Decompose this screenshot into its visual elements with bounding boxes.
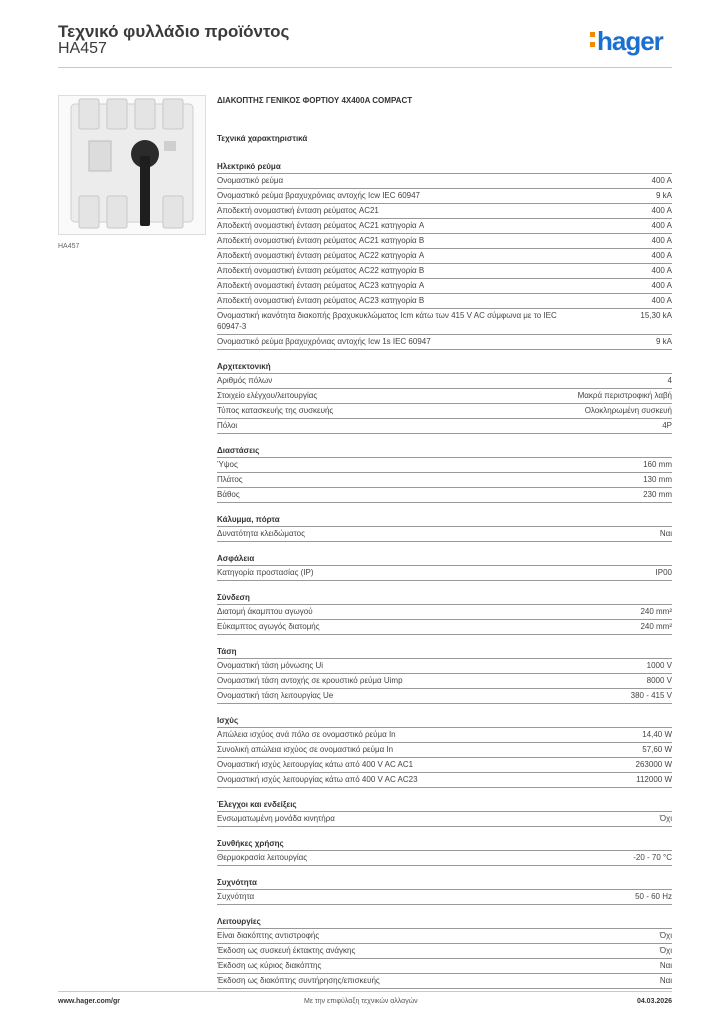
spec-row [217,566,672,581]
section-title: Συνθήκες χρήσης [217,838,672,851]
spec-value: Μακρά περιστροφική λαβή [577,391,672,400]
spec-row [217,404,672,419]
spec-row [217,335,672,350]
spec-row [217,279,672,294]
spec-label: Πόλοι [217,421,238,430]
footer-divider [58,991,672,992]
spec-value: 57,60 W [642,745,672,754]
spec-label: Τύπος κατασκευής της συσκευής [217,406,334,415]
spec-value: 130 mm [643,475,672,484]
spec-label: Βάθος [217,490,240,499]
spec-value: 400 A [651,221,672,230]
spec-sections [217,161,672,989]
spec-row [217,374,672,389]
technical-heading: Τεχνικά χαρακτηριστικά [217,134,308,143]
spec-value: 160 mm [643,460,672,469]
spec-section [217,161,672,350]
spec-label: Κατηγορία προστασίας (IP) [217,568,314,577]
spec-value: IP00 [655,568,672,577]
spec-row [217,234,672,249]
spec-label: Ονομαστική τάση αντοχής σε κρουστικό ρεύμα Uimp [217,676,403,685]
spec-row [217,743,672,758]
spec-value: 400 A [651,281,672,290]
section-title: Συχνότητα [217,877,672,890]
spec-content [217,96,672,989]
spec-section [217,646,672,704]
spec-label: Αποδεκτή ονομαστική ένταση ρεύματος AC21 κατηγορία A [217,221,425,230]
spec-row [217,473,672,488]
section-title: Ηλεκτρικό ρεύμα [217,161,672,174]
spec-label: Ονομαστικό ρεύμα βραχυχρόνιας αντοχής Icw 1s IEC 60947 [217,337,431,346]
spec-value: 240 mm² [640,622,672,631]
spec-value: 230 mm [643,490,672,499]
spec-label: Ονομαστική ισχύς λειτουργίας κάτω από 400 V AC AC1 [217,760,414,769]
spec-row [217,458,672,473]
spec-label: Ονομαστική τάση λειτουργίας Ue [217,691,334,700]
section-title: Διαστάσεις [217,445,672,458]
spec-row [217,527,672,542]
footer-date: 04.03.2026 [636,998,672,1005]
spec-row [217,728,672,743]
spec-label: Εύκαμπτος αγωγός διατομής [217,622,320,631]
spec-row [217,851,672,866]
spec-row [217,773,672,788]
spec-value: 400 A [651,296,672,305]
section-gap [217,542,672,553]
spec-row [217,929,672,944]
spec-value: 400 A [651,206,672,215]
switch-disconnector-photo-icon [59,96,205,234]
spec-value: 4P [662,421,672,430]
spec-row [217,689,672,704]
spec-label: Έκδοση ως συσκευή έκτακτης ανάγκης [217,946,356,955]
spec-label: Είναι διακόπτης αντιστροφής [217,931,320,940]
spec-value: 240 mm² [640,607,672,616]
spec-section [217,838,672,866]
spec-value: 15,30 kA [640,311,672,320]
logo-text: hager [597,26,663,56]
spec-row [217,674,672,689]
spec-value: Ολοκληρωμένη συσκευή [584,406,672,415]
section-title: Τάση [217,646,672,659]
spec-value: 380 - 415 V [630,691,672,700]
section-title: Σύνδεση [217,592,672,605]
spec-row [217,189,672,204]
spec-value: Ναι [659,529,672,538]
section-title: Ισχύς [217,715,672,728]
section-gap [217,503,672,514]
spec-section [217,514,672,542]
spec-label: Ονομαστική ικανότητα διακοπής βραχυκυκλώματος Icm κάτω των 415 V AC σύμφωνα με το IEC 60947-3 [217,311,557,331]
section-title: Λειτουργίες [217,916,672,929]
spec-row [217,309,672,335]
spec-section [217,361,672,434]
spec-row [217,389,672,404]
spec-section [217,592,672,635]
spec-value: 112000 W [636,775,672,784]
spec-value: Όχι [659,931,672,940]
spec-row [217,264,672,279]
section-gap [217,827,672,838]
spec-label: Ονομαστική τάση μόνωσης Ui [217,661,324,670]
spec-value: 1000 V [646,661,672,670]
spec-row [217,419,672,434]
spec-label: Ονομαστικό ρεύμα βραχυχρόνιας αντοχής Icw IEC 60947 [217,191,420,200]
section-title: Ασφάλεια [217,553,672,566]
spec-row [217,974,672,989]
spec-row [217,959,672,974]
spec-section [217,715,672,788]
spec-label: Αποδεκτή ονομαστική ένταση ρεύματος AC22 κατηγορία B [217,266,425,275]
logo-dots-icon [590,32,596,52]
spec-label: Αριθμός πόλων [217,376,273,385]
spec-row [217,488,672,503]
header-title: Τεχνικό φυλλάδιο προϊόντος [58,22,290,41]
spec-label: Συχνότητα [217,892,255,901]
spec-section [217,445,672,503]
spec-value: 9 kA [655,337,672,346]
product-title: ΔΙΑΚΟΠΤΗΣ ΓΕΝΙΚΟΣ ΦΟΡΤΙΟΥ 4X400A COMPACT [217,96,413,105]
spec-label: Αποδεκτή ονομαστική ένταση ρεύματος AC21 [217,206,379,215]
spec-value: 50 - 60 Hz [635,892,672,901]
spec-value: 4 [667,376,672,385]
spec-value: Ναι [659,976,672,985]
spec-label: Ενσωματωμένη μονάδα κινητήρα [217,814,335,823]
spec-row [217,890,672,905]
spec-section [217,877,672,905]
section-title: Κάλυμμα, πόρτα [217,514,672,527]
spec-label: Διατομή άκαμπτου αγωγού [217,607,313,616]
spec-value: 9 kA [655,191,672,200]
spec-label: Αποδεκτή ονομαστική ένταση ρεύματος AC23 κατηγορία B [217,296,425,305]
spec-value: Ναι [659,961,672,970]
product-code: HA457 [58,40,107,57]
spec-label: Αποδεκτή ονομαστική ένταση ρεύματος AC22 κατηγορία A [217,251,425,260]
spec-row [217,812,672,827]
spec-value: 400 A [651,236,672,245]
spec-row [217,174,672,189]
section-gap [217,581,672,592]
spec-section [217,799,672,827]
spec-value: 263000 W [635,760,672,769]
spec-value: -20 - 70 °C [633,853,672,862]
header-divider [58,67,672,68]
image-caption: HA457 [58,243,80,250]
spec-value: 400 A [651,251,672,260]
spec-label: Συνολική απώλεια ισχύος σε ονομαστικό ρεύμα In [217,745,394,754]
section-gap [217,905,672,916]
section-title: Αρχιτεκτονική [217,361,672,374]
spec-row [217,620,672,635]
spec-section [217,553,672,581]
spec-value: 400 A [651,176,672,185]
spec-row [217,605,672,620]
section-gap [217,635,672,646]
spec-label: Δυνατότητα κλειδώματος [217,529,305,538]
spec-label: Στοιχείο ελέγχου/λειτουργίας [217,391,318,400]
spec-row [217,659,672,674]
spec-value: 8000 V [646,676,672,685]
footer-notice: Με την επιφύλαξη τεχνικών αλλαγών [304,998,418,1005]
spec-row [217,294,672,309]
spec-row [217,758,672,773]
section-title: Έλεγχοι και ενδείξεις [217,799,672,812]
footer-website[interactable]: www.hager.com/gr [58,998,120,1005]
spec-label: Απώλεια ισχύος ανά πόλο σε ονομαστικό ρεύμα In [217,730,396,739]
spec-row [217,204,672,219]
spec-label: Αποδεκτή ονομαστική ένταση ρεύματος AC23 κατηγορία A [217,281,425,290]
spec-row [217,944,672,959]
section-gap [217,788,672,799]
spec-label: Έκδοση ως κύριος διακόπτης [217,961,322,970]
spec-label: Πλάτος [217,475,243,484]
section-gap [217,434,672,445]
section-gap [217,866,672,877]
spec-value: Όχι [659,946,672,955]
spec-label: Θερμοκρασία λειτουργίας [217,853,308,862]
spec-value: Όχι [659,814,672,823]
spec-label: Ύψος [217,460,238,469]
spec-label: Ονομαστικό ρεύμα [217,176,284,185]
spec-section [217,916,672,989]
spec-value: 400 A [651,266,672,275]
spec-label: Ονομαστική ισχύς λειτουργίας κάτω από 400 V AC AC23 [217,775,418,784]
spec-label: Αποδεκτή ονομαστική ένταση ρεύματος AC21 κατηγορία B [217,236,425,245]
spec-value: 14,40 W [642,730,672,739]
product-image [58,95,206,235]
spec-row [217,219,672,234]
spec-row [217,249,672,264]
spec-label: Έκδοση ως διακόπτης συντήρησης/επισκευής [217,976,380,985]
section-gap [217,704,672,715]
hager-logo [590,26,663,56]
section-gap [217,350,672,361]
